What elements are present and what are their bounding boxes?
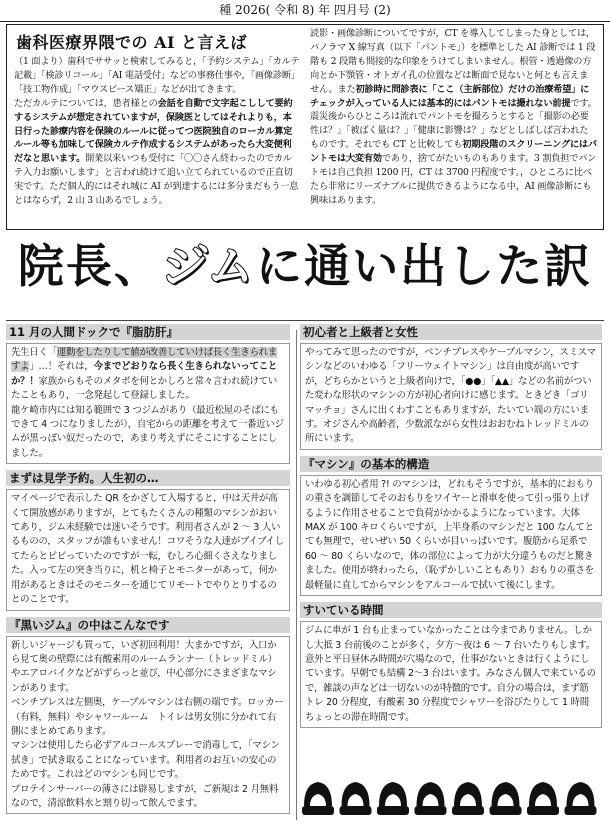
dumbbell-icon [340,782,372,815]
paragraph [305,478,597,593]
main-feature-title [0,232,610,300]
text-run: 新しいジャージも買って，いざ初回利用！大まかですが，入口から見て奥の壁際には有酸素用のルームランナー（トレッドミル）やエアロバイクなどがずらっと並び，中心部分にさまざまなマシンがあります。 [11,639,277,694]
text-run: 」…！それは， [29,361,94,373]
text-run: （1 面より）歯科でササッと検索してみると，「予約システム」「カルテ記載」「検診リコール」「AI 電話受付」などの事務仕事や，「画像診断」「技工物作成」「マウスピース矯正」などが出てきます。 [14,56,300,95]
bold-text: 今までどおりなら長く生きられないってことか？！ [11,361,278,387]
paragraph [305,624,597,725]
text-run: ただカルテについては，患者様との [14,97,158,109]
paragraph [11,696,285,739]
ai-article-right-column [310,27,597,208]
dumbbell-icon [415,782,447,815]
issue-header: 種 2026( 令和 8) 年 四月号 (2) [219,3,391,17]
ai-article-left-column [14,55,300,208]
dumbbell-icon [490,782,522,815]
paragraph [14,97,300,208]
section-body [300,343,602,450]
section-body [6,343,290,464]
title-underline [6,320,604,321]
text-run: やってみて思ったのですが，ベンチプレスやケーブルマシン，スミスマシンなどのいわゆる「フリーウェイトマシン」は自由度が高いですが，どちらかというと上級者向けで，「●●」「▲▲」などの名前がついた変わな形状のマシンの方が初心者向けに感じます。ときどき「ゴリマッチョ」さんに出くわすこともありますが，たいてい端の方にいます。オジさんや高齢者，少数派ながら女性はおおむねトレッドミルの所にいます。 [305,347,596,445]
bold-text: 初診時に問診表に「ここ（主訴部位）だけの治療希望」にチェックが入っている人には基本的にはパントモは撮れない前提 [310,83,590,109]
paragraph [11,639,285,697]
text-run: 先生日く「 [11,347,57,358]
title-part-2: に通い出した訳 [256,239,593,293]
section-heading: 『マシン』の基本的構造 [300,456,602,472]
text-run: であり，捨てがたいものもあります。3 割負担でパントモは自己負担 1200 円，CT は 3700 円程度です。，ひところに比べたら非常にリーズナブルに提供できるようになる中，AI 画像診断にも興味はあります。 [310,153,597,206]
section-heading: 『黒いジム』の中はこんなです [6,617,290,633]
text-run: いわゆる初心者用 ?! のマシンは，どれもそうですが，基本的におもりの重さを調節してそのおもりをワイヤーと滑車を使って引っ張り上げるように作用させることで負荷がかかるようになっています。大体 MAX が 100 キロくらいですが，上半身系のマシンだと 100 なんてとても無理で，せいぜい 50 くらいが目いっぱいです。腹筋から足系で 60 ～ 80 くらいなので，体の部位によって力が大分違うものだと驚きました。使用が終わったら，（恥ずかしいこともあり）おもりの重さを最軽量に直してからマシンをアルコールで拭いて後にします。 [305,478,594,591]
text-run: ジムに車が 1 台も止まっていなかったことは今までありません。しかし大抵 3 台前後のことが多く，夕方～夜は 6 ～ 7 台いたりもします。意外と平日昼休み時間が穴場なので，仕事がないときは行くようにしています。早朝でも結構 2～3 台はいます。みなさん個人で来ているので，雑談の声などは一切ないのが特徴的です。自分の場合は，まず筋トレ 20 分程度，有酸素 30 分程度でシャワーを浴びたりして 1 時間ちょっとの滞在時間です。 [305,625,596,723]
paragraph [305,346,597,447]
column-divider [296,330,297,820]
left-column [6,324,290,814]
text-run: 家族からもそのメタボを何とかしろと常々言われ続けていたこともあり，一念発起して登録しました。 [11,375,278,402]
section-heading: まずは見学予約。人生初の… [6,470,290,486]
paragraph [11,404,285,462]
section-heading: すいている時間 [300,602,602,618]
paragraph [11,346,285,404]
section-body [300,621,602,728]
text-run: プロテインサーバーの薄さには辟易しますが，ご新規は 2 月無料なので，清涼飲料水と割り切って飲んでます。 [11,783,279,809]
dumbbell-icon [565,782,597,815]
dumbbell-icon [527,782,559,815]
bold-text: 初期段階のスクリーニングにはパントモは大変有効 [310,139,597,165]
header-rule [0,21,610,22]
dumbbell-icons [300,776,605,821]
title-gym: ジム [159,239,259,293]
right-column [300,324,602,728]
text-run: マイページで表示した QR をかざして入場すると，中は天井が高くて開放感がありますが，とてもたくさんの種類のマシンがおいてあり，ジム未経験では迷いそうです。利用者さんが 2 ～ 3 人いるものの，スタッフが誰もいません！コワそうな人達がブイブイしてたらとビビっていたのですが一転，むしろ心細くさえなりました。入って左の突き当りに，机と椅子とモニターがあって，何か用があるときはそのモニターを通じてリモートでやりとりするのとのことです。 [11,493,284,606]
section-body [6,489,290,610]
title-part-1: 院長、 [17,239,162,293]
section-body [300,475,602,596]
paragraph [11,783,285,812]
text-run: 開業以来いつも受付に「〇〇さん終わったのでカルテ入力お願いします」と言われ続けて追い立てられているので正直切実です。ただ個人的にはそれ城に AI が到達するには多分まだもう一息とはならず，2 山 3 山あるでしょう。 [14,153,299,207]
dumbbell-icon [302,782,334,815]
paragraph [11,492,285,607]
ai-article-title: 歯科医療界隈での AI と言えば [16,33,248,52]
section-heading: 初心者と上級者と女性 [300,324,602,340]
section-heading: 11 月の人間ドックで『脂肪肝』 [6,324,290,340]
dumbbell-icon [377,782,409,815]
paragraph [11,739,285,782]
dumbbell-icon [452,782,484,815]
text-run: マシンは使用したら必ずアルコールスプレーで消毒して，「マシン拭き」で拭き取ることになっています。利用者のお互いの安心のためです。これはどのマシンも同じです。 [11,740,280,781]
text-run: 読影・画像診断についてですが，CT を導入してしまった身としては，パノラマ X 線写真（以下「パントモ」）を標準とした AI 診断では 1 段階も 2 段階も間接的な印象をうけてしまいません。根管・透過像の方向とか下顎管・オトガイ孔の位置などは断面で見ないと何とも言えません。また [310,28,596,95]
highlighted-text: 運動をしたりして値が改善していけば長く生きられますよ [11,347,278,373]
text-run: ベンチプレスは左側奥，ケーブルマシンは右側の端です。ロッカー（有料，無料）やシャワールーム トイレは男女別に分かれて右側にまとめてあります。 [11,697,284,737]
paragraph [310,27,597,208]
text-run: です。震災後からひところは流れでパントモを撮ろうとすると「撮影の必要性は？」「被ばく量は？」「健康に影響は？」などとしばしば言われたものです。それでも CT と比較しても [310,97,597,151]
bold-text: 会話を自動で文字起こしして要約するシステムが想定されていますが，保険医としてはそれよりも，本日行った診療内容を保険のルールに従ってつ医院独自のローカル算定ルール等も加味して保険カルテ作成するシステムがあったら大変便利だなと思います。 [14,97,293,165]
paragraph [14,55,300,97]
section-body [6,636,290,815]
text-run: 龍ケ崎市内には知る範囲で 3 つジムがあり（最近松屋のそばにもできて 4 つになりましたが），自宅からの距離を考えて一番近いジムが黒っぽい奴だったので，あまり考えずにそこにすることにしました。 [11,404,284,459]
